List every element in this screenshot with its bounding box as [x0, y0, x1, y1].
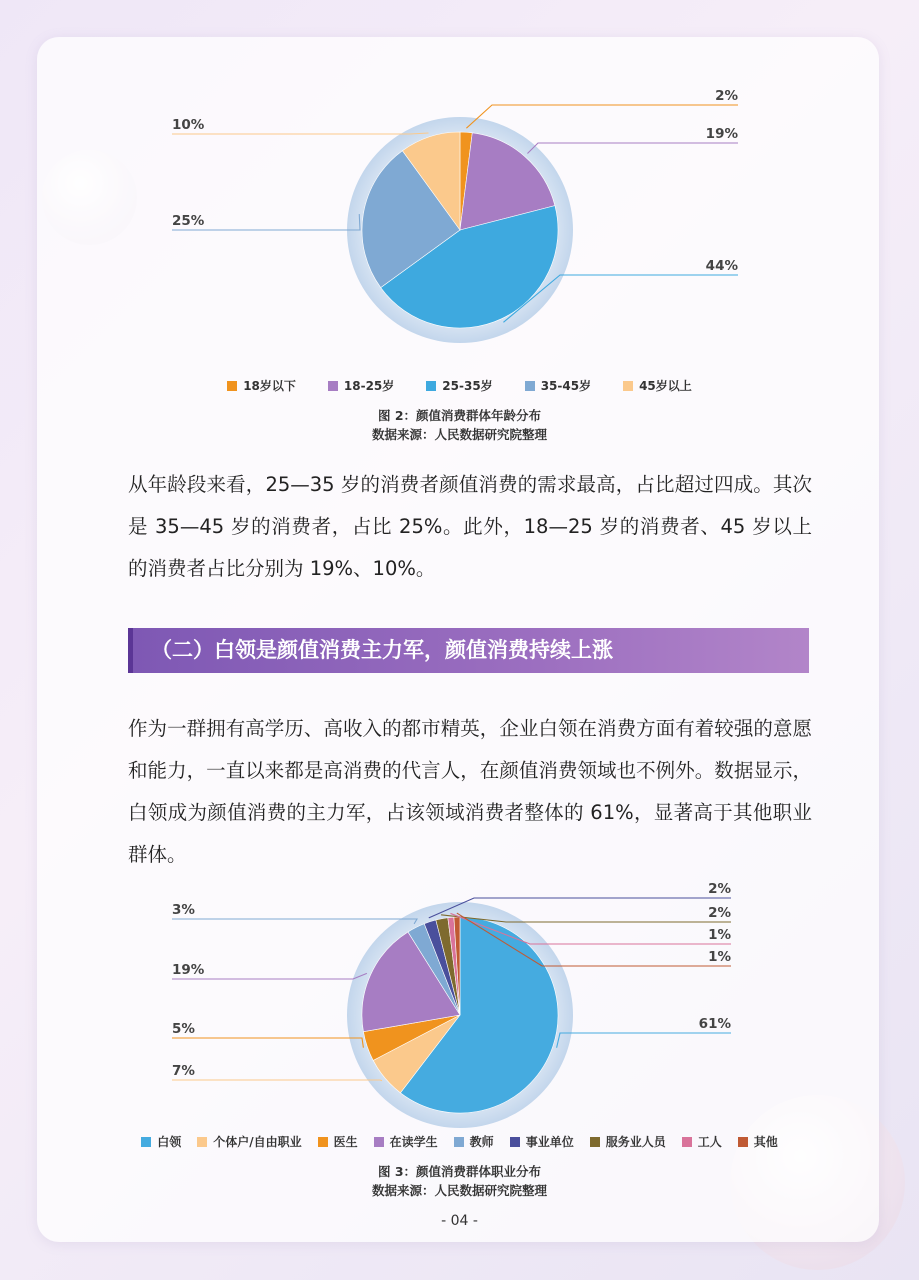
- page-number: - 04 -: [441, 1213, 478, 1229]
- legend-label: 事业单位: [525, 1135, 574, 1149]
- legend-label: 18-25岁: [343, 379, 395, 393]
- legend-swatch: [197, 1137, 207, 1147]
- occupation-analysis-paragraph: 作为一群拥有高学历、高收入的都市精英，企业白领在消费方面有着较强的意愿和能力，一直以来都是高消费的代言人，在颜值消费领域也不例外。数据显示，白领成为颜值消费的主力军，占该领域消费者整体的 61%，显著高于其他职业群体。: [128, 717, 812, 866]
- legend-item-9: [738, 1133, 778, 1150]
- legend-swatch: [328, 381, 338, 391]
- age-distribution-pie-chart: [0, 80, 919, 375]
- legend-swatch: [374, 1137, 384, 1147]
- value-label-1: 61%: [698, 1016, 731, 1032]
- value-label-2: 7%: [172, 1063, 195, 1079]
- legend-swatch: [141, 1137, 151, 1147]
- legend-label: 服务业人员: [605, 1135, 666, 1149]
- legend-item-5: [623, 377, 692, 394]
- occupation-chart-legend: [0, 1133, 919, 1150]
- legend-label: 45岁以上: [639, 379, 692, 393]
- value-label-4: 19%: [172, 962, 205, 978]
- legend-item-4: [525, 377, 591, 394]
- value-label-5: 10%: [172, 117, 205, 133]
- legend-swatch: [510, 1137, 520, 1147]
- leader-line-2: [527, 143, 738, 153]
- leader-line-2: [172, 1080, 382, 1081]
- legend-item-8: [682, 1133, 722, 1150]
- legend-item-6: [510, 1133, 574, 1150]
- value-label-5: 3%: [172, 902, 195, 918]
- legend-swatch: [623, 381, 633, 391]
- legend-label: 18岁以下: [243, 379, 296, 393]
- value-label-3: 5%: [172, 1021, 195, 1037]
- legend-item-4: [374, 1133, 438, 1150]
- legend-label: 医生: [333, 1135, 358, 1149]
- figure-3-title: 图 3：颜值消费群体职业分布: [377, 1164, 542, 1179]
- legend-label: 在读学生: [389, 1135, 438, 1149]
- legend-item-1: [141, 1133, 181, 1150]
- value-label-8: 1%: [708, 927, 731, 943]
- legend-swatch: [525, 381, 535, 391]
- figure-3-source: 数据来源：人民数据研究院整理: [371, 1183, 547, 1198]
- legend-label: 教师: [469, 1135, 494, 1149]
- legend-item-5: [454, 1133, 494, 1150]
- legend-label: 白领: [157, 1135, 182, 1149]
- legend-label: 个体户/自由职业: [213, 1135, 302, 1149]
- leader-line-3: [172, 1038, 363, 1048]
- legend-item-3: [318, 1133, 358, 1150]
- value-label-7: 2%: [708, 905, 731, 921]
- figure-2-title: 图 2：颜值消费群体年龄分布: [377, 408, 542, 423]
- value-label-9: 1%: [708, 949, 731, 965]
- figure-3-caption: [0, 1162, 919, 1200]
- figure-2-caption: [0, 406, 919, 444]
- legend-swatch: [738, 1137, 748, 1147]
- legend-item-2: [328, 377, 394, 394]
- legend-item-2: [197, 1133, 301, 1150]
- legend-swatch: [227, 381, 237, 391]
- value-label-4: 25%: [172, 213, 205, 229]
- figure-2-source: 数据来源：人民数据研究院整理: [371, 427, 547, 442]
- section-heading: （二）白领是颜值消费主力军，颜值消费持续上涨: [128, 628, 809, 673]
- leader-line-5: [172, 133, 428, 134]
- age-analysis-paragraph: 从年龄段来看，25—35 岁的消费者颜值消费的需求最高，占比超过四成。其次是 35—45 岁的消费者，占比 25%。此外，18—25 岁的消费者、45 岁以上的消费者占比分别为 19%、10%。: [128, 473, 812, 580]
- legend-swatch: [590, 1137, 600, 1147]
- legend-swatch: [454, 1137, 464, 1147]
- legend-label: 25-35岁: [442, 379, 493, 393]
- value-label-1: 2%: [715, 88, 738, 104]
- age-chart-legend: [0, 377, 919, 394]
- legend-label: 35-45岁: [540, 379, 592, 393]
- occupation-distribution-pie-chart: [0, 875, 919, 1135]
- leader-line-1: [466, 105, 738, 128]
- legend-swatch: [682, 1137, 692, 1147]
- legend-item-3: [426, 377, 492, 394]
- leader-line-1: [557, 1033, 731, 1048]
- value-label-6: 2%: [708, 881, 731, 897]
- leader-line-5: [172, 919, 417, 924]
- legend-item-1: [227, 377, 296, 394]
- legend-swatch: [318, 1137, 328, 1147]
- value-label-2: 19%: [705, 126, 738, 142]
- legend-item-7: [590, 1133, 666, 1150]
- legend-swatch: [426, 381, 436, 391]
- legend-label: 其他: [753, 1135, 778, 1149]
- legend-label: 工人: [697, 1135, 722, 1149]
- value-label-3: 44%: [705, 258, 738, 274]
